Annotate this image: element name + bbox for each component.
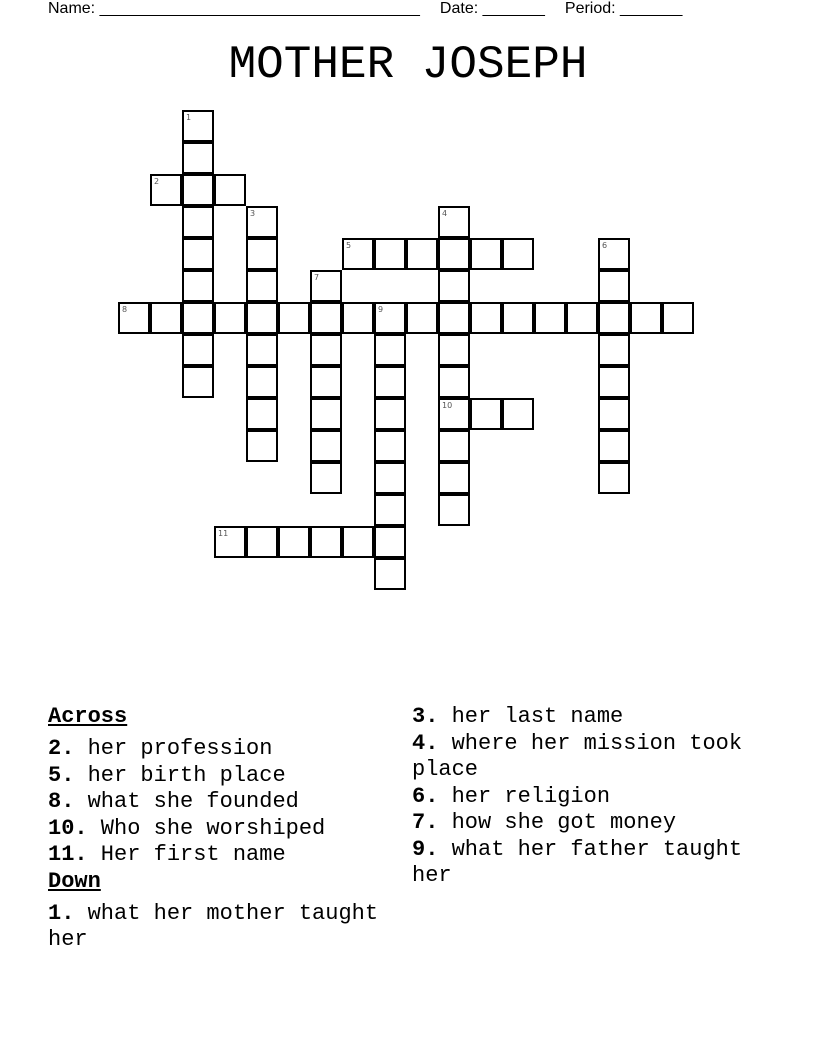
clue-number: 8. (48, 789, 75, 814)
clue-number: 6. (412, 783, 439, 809)
puzzle-title: MOTHER JOSEPH (228, 39, 588, 91)
crossword-cell[interactable] (150, 302, 182, 334)
across-clue-list (48, 736, 398, 869)
crossword-cell[interactable] (310, 398, 342, 430)
crossword-cell[interactable] (214, 302, 246, 334)
crossword-cell[interactable] (662, 302, 694, 334)
crossword-cell[interactable] (246, 238, 278, 270)
clue-item (48, 763, 398, 790)
crossword-cell[interactable] (310, 462, 342, 494)
crossword-cell[interactable] (342, 238, 374, 270)
clue-text: Her first name (87, 842, 286, 867)
crossword-cell[interactable] (374, 334, 406, 366)
clue-item (48, 901, 398, 954)
crossword-cell[interactable] (182, 174, 214, 206)
crossword-cell[interactable] (278, 526, 310, 558)
crossword-cell[interactable] (246, 270, 278, 302)
clue-number: 7. (412, 810, 439, 835)
clue-text: what her father taught her (412, 836, 743, 888)
crossword-cell[interactable] (182, 110, 214, 142)
clue-number: 2. (48, 736, 75, 761)
crossword-cell[interactable] (406, 238, 438, 270)
crossword-cell[interactable] (598, 462, 630, 494)
crossword-cell[interactable] (438, 270, 470, 302)
crossword-cell[interactable] (598, 334, 630, 366)
crossword-cell[interactable] (438, 462, 470, 494)
clue-number: 5. (48, 762, 75, 788)
clue-number: 1. (48, 900, 75, 926)
crossword-cell[interactable] (246, 302, 278, 334)
crossword-cell[interactable] (246, 398, 278, 430)
crossword-cell[interactable] (470, 238, 502, 270)
crossword-cell[interactable] (374, 398, 406, 430)
clue-text: what she founded (74, 789, 299, 814)
crossword-cell[interactable] (310, 430, 342, 462)
crossword-cell[interactable] (438, 206, 470, 238)
across-heading: Across (48, 704, 128, 729)
crossword-cell[interactable] (438, 494, 470, 526)
clue-text: how she got money (438, 810, 677, 835)
crossword-cell[interactable] (214, 526, 246, 558)
date-field[interactable]: Date: _______ (439, 0, 545, 17)
clue-number-label: 1 (186, 113, 192, 122)
crossword-cell[interactable] (182, 366, 214, 398)
clues-right-column (412, 704, 752, 890)
down-heading: Down (48, 868, 101, 894)
crossword-cell[interactable] (438, 430, 470, 462)
crossword-cell[interactable] (470, 398, 502, 430)
clue-item (48, 736, 398, 763)
crossword-cell[interactable] (598, 302, 630, 334)
crossword-cell[interactable] (374, 430, 406, 462)
crossword-cell[interactable] (374, 302, 406, 334)
crossword-cell[interactable] (342, 526, 374, 558)
crossword-cell[interactable] (502, 398, 534, 430)
crossword-cell[interactable] (534, 302, 566, 334)
crossword-cell[interactable] (246, 206, 278, 238)
crossword-cell[interactable] (438, 366, 470, 398)
crossword-cell[interactable] (374, 462, 406, 494)
crossword-cell[interactable] (310, 270, 342, 302)
clue-text: her religion (438, 783, 611, 809)
clue-number: 3. (412, 704, 439, 729)
clues-left-column (48, 704, 398, 954)
clue-number-label: 7 (314, 273, 320, 282)
crossword-cell[interactable] (438, 334, 470, 366)
clue-number: 4. (412, 730, 439, 756)
crossword-cell[interactable] (342, 302, 374, 334)
crossword-cell[interactable] (502, 238, 534, 270)
crossword-cell[interactable] (374, 558, 406, 590)
clue-text: Who she worshiped (87, 815, 326, 841)
clue-item (412, 784, 752, 811)
crossword-cell[interactable] (374, 494, 406, 526)
clue-number: 9. (412, 836, 439, 862)
crossword-cell[interactable] (374, 238, 406, 270)
period-field[interactable]: Period: _______ (564, 0, 683, 17)
crossword-cell[interactable] (598, 270, 630, 302)
clue-number-label: 3 (250, 209, 256, 218)
clue-number-label: 11 (218, 529, 229, 538)
clue-number-label: 9 (378, 305, 384, 314)
crossword-cell[interactable] (214, 174, 246, 206)
crossword-cell[interactable] (150, 174, 182, 206)
clue-item (412, 810, 752, 837)
crossword-cell[interactable] (630, 302, 662, 334)
crossword-cell[interactable] (310, 366, 342, 398)
clue-item (48, 789, 398, 816)
crossword-cell[interactable] (598, 398, 630, 430)
clue-number-label: 8 (122, 305, 128, 314)
crossword-cell[interactable] (438, 302, 470, 334)
clue-item (48, 842, 398, 869)
down-clue-list (48, 901, 398, 954)
clue-item (412, 731, 752, 784)
crossword-cell[interactable] (374, 366, 406, 398)
crossword-cell[interactable] (246, 526, 278, 558)
crossword-cell[interactable] (502, 302, 534, 334)
crossword-cell[interactable] (374, 526, 406, 558)
clue-text: her birth place (74, 762, 286, 788)
clue-number-label: 5 (346, 241, 352, 250)
crossword-cell[interactable] (438, 398, 470, 430)
clue-number-label: 10 (442, 401, 453, 410)
name-field[interactable]: Name: ____________________________________ (48, 0, 420, 17)
crossword-cell[interactable] (278, 302, 310, 334)
crossword-cell[interactable] (246, 334, 278, 366)
crossword-cell[interactable] (470, 302, 502, 334)
crossword-cell[interactable] (182, 302, 214, 334)
crossword-cell[interactable] (598, 366, 630, 398)
crossword-cell[interactable] (182, 270, 214, 302)
crossword-cell[interactable] (246, 366, 278, 398)
crossword-cell[interactable] (310, 334, 342, 366)
crossword-cell[interactable] (118, 302, 150, 334)
crossword-cell[interactable] (182, 142, 214, 174)
clue-number-label: 4 (442, 209, 448, 218)
clue-number: 11. (48, 842, 88, 867)
crossword-cell[interactable] (566, 302, 598, 334)
crossword-cell[interactable] (182, 206, 214, 238)
clue-number: 10. (48, 815, 88, 841)
clue-text: what her mother taught her (48, 900, 379, 952)
clue-text: her profession (74, 736, 273, 761)
clue-text: her last name (438, 704, 624, 729)
crossword-cell[interactable] (598, 238, 630, 270)
crossword-cell[interactable] (246, 430, 278, 462)
crossword-cell[interactable] (406, 302, 438, 334)
down-clue-list-continued (412, 704, 752, 890)
clue-text: where her mission took place (412, 730, 743, 782)
crossword-cell[interactable] (182, 238, 214, 270)
clue-item (48, 816, 398, 843)
clue-number-label: 2 (154, 177, 160, 186)
crossword-cell[interactable] (438, 238, 470, 270)
crossword-cell[interactable] (598, 430, 630, 462)
crossword-cell[interactable] (310, 302, 342, 334)
crossword-cell[interactable] (310, 526, 342, 558)
clue-item (412, 837, 752, 890)
clue-item (412, 704, 752, 731)
crossword-cell[interactable] (182, 334, 214, 366)
clue-number-label: 6 (602, 241, 608, 250)
